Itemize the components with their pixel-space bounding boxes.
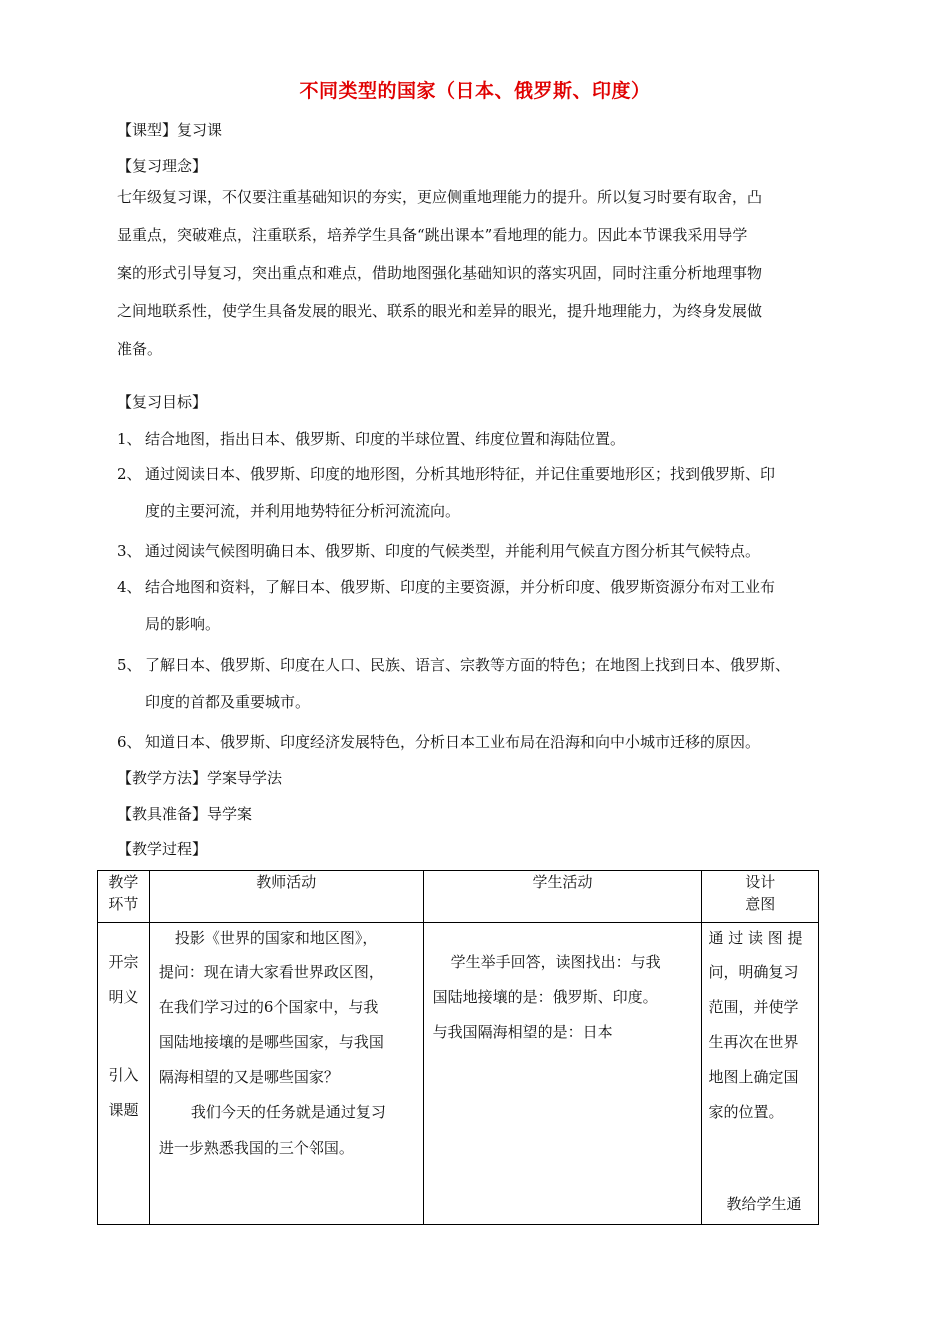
stage-text: 引入 bbox=[108, 1066, 139, 1084]
teacher-line: 隔海相望的又是哪些国家？ bbox=[158, 1068, 339, 1086]
student-line: 与我国隔海相望的是：日本 bbox=[432, 1023, 613, 1041]
goal-text: 结合地图和资料，了解日本、俄罗斯、印度的主要资源，并分析印度、俄罗斯资源分布对工业布 bbox=[145, 578, 776, 596]
goal-number: 1、 bbox=[117, 430, 142, 448]
teacher-line: 国陆地接壤的是哪些国家，与我国 bbox=[158, 1033, 384, 1051]
concept-heading: 【复习理念】 bbox=[117, 157, 208, 175]
table-row bbox=[98, 923, 819, 1225]
goal-text: 印度的首都及重要城市。 bbox=[145, 693, 311, 711]
teaching-process-table bbox=[97, 870, 819, 1225]
goal-number: 3、 bbox=[117, 542, 142, 560]
goal-text: 知道日本、俄罗斯、印度经济发展特色，分析日本工业布局在沿海和向中小城市迁移的原因。 bbox=[145, 733, 761, 751]
teacher-line: 在我们学习过的6个国家中，与我 bbox=[158, 998, 379, 1016]
design-line: 教给学生通 bbox=[726, 1195, 802, 1213]
concept-line: 案的形式引导复习，突出重点和难点，借助地图强化基础知识的落实巩固，同时注重分析地理事物 bbox=[117, 264, 763, 282]
teacher-line: 进一步熟悉我国的三个邻国。 bbox=[158, 1139, 354, 1157]
header-design bbox=[702, 871, 819, 923]
concept-line: 七年级复习课，不仅要注重基础知识的夯实，更应侧重地理能力的提升。所以复习时要有取舍，凸 bbox=[117, 188, 763, 206]
concept-paragraph bbox=[117, 182, 852, 372]
process-heading: 【教学过程】 bbox=[117, 840, 208, 858]
concept-line: 显重点，突破难点，注重联系，培养学生具备“跳出课本”看地理的能力。因此本节课我采用导学 bbox=[117, 226, 748, 244]
page-title: 不同类型的国家（日本、俄罗斯、印度） bbox=[299, 80, 651, 102]
header-stage-line: 环节 bbox=[108, 895, 139, 913]
concept-line: 准备。 bbox=[117, 340, 163, 358]
teacher-line: 提问：现在请大家看世界政区图， bbox=[158, 963, 384, 981]
header-design-line: 意图 bbox=[745, 895, 776, 913]
stage-text: 开宗 bbox=[108, 953, 139, 971]
goal-number: 4、 bbox=[117, 578, 142, 596]
teacher-activity-cell bbox=[149, 923, 423, 1225]
goal-text: 通过阅读气候图明确日本、俄罗斯、印度的气候类型，并能利用气候直方图分析其气候特点。 bbox=[145, 542, 761, 560]
goal-number: 5、 bbox=[117, 656, 142, 674]
teaching-method: 【教学方法】学案导学法 bbox=[117, 769, 283, 787]
teacher-line: 我们今天的任务就是通过复习 bbox=[190, 1103, 386, 1121]
design-line: 家的位置。 bbox=[708, 1103, 784, 1121]
stage-cell bbox=[98, 923, 150, 1225]
goal-text: 局的影响。 bbox=[145, 615, 221, 633]
student-line: 学生举手回答，读图找出：与我 bbox=[450, 953, 661, 971]
design-line: 通 过 读 图 提 bbox=[708, 929, 803, 947]
goal-text: 结合地图，指出日本、俄罗斯、印度的半球位置、纬度位置和海陆位置。 bbox=[145, 430, 626, 448]
design-line: 生再次在世界 bbox=[708, 1033, 799, 1051]
stage-text: 明义 bbox=[108, 988, 139, 1006]
concept-line: 之间地联系性，使学生具备发展的眼光、联系的眼光和差异的眼光，提升地理能力，为终身发展做 bbox=[117, 302, 763, 320]
design-line: 地图上确定国 bbox=[708, 1068, 799, 1086]
goal-text: 度的主要河流，并利用地势特征分析河流流向。 bbox=[145, 502, 461, 520]
teacher-line: 投影《世界的国家和地区图》， bbox=[174, 929, 378, 947]
header-teacher: 教师活动 bbox=[149, 871, 423, 923]
header-stage bbox=[98, 871, 150, 923]
table-header-row bbox=[98, 871, 819, 923]
header-design-line: 设计 bbox=[745, 873, 776, 891]
design-intent-cell bbox=[702, 923, 819, 1225]
goal-number: 6、 bbox=[117, 733, 142, 751]
design-line: 范围，并使学 bbox=[708, 998, 799, 1016]
header-stage-line: 教学 bbox=[108, 873, 139, 891]
student-activity-cell bbox=[423, 923, 702, 1225]
goal-number: 2、 bbox=[117, 465, 142, 483]
goals-heading: 【复习目标】 bbox=[117, 393, 208, 411]
teaching-tools: 【教具准备】导学案 bbox=[117, 805, 253, 823]
lesson-type: 【课型】复习课 bbox=[117, 121, 223, 139]
goal-text: 了解日本、俄罗斯、印度在人口、民族、语言、宗教等方面的特色；在地图上找到日本、俄罗斯、 bbox=[145, 656, 791, 674]
design-line: 问，明确复习 bbox=[708, 963, 799, 981]
stage-text: 课题 bbox=[108, 1101, 139, 1119]
student-line: 国陆地接壤的是：俄罗斯、印度。 bbox=[432, 988, 658, 1006]
header-student: 学生活动 bbox=[423, 871, 702, 923]
goal-text: 通过阅读日本、俄罗斯、印度的地形图，分析其地形特征，并记住重要地形区；找到俄罗斯、印 bbox=[145, 465, 776, 483]
